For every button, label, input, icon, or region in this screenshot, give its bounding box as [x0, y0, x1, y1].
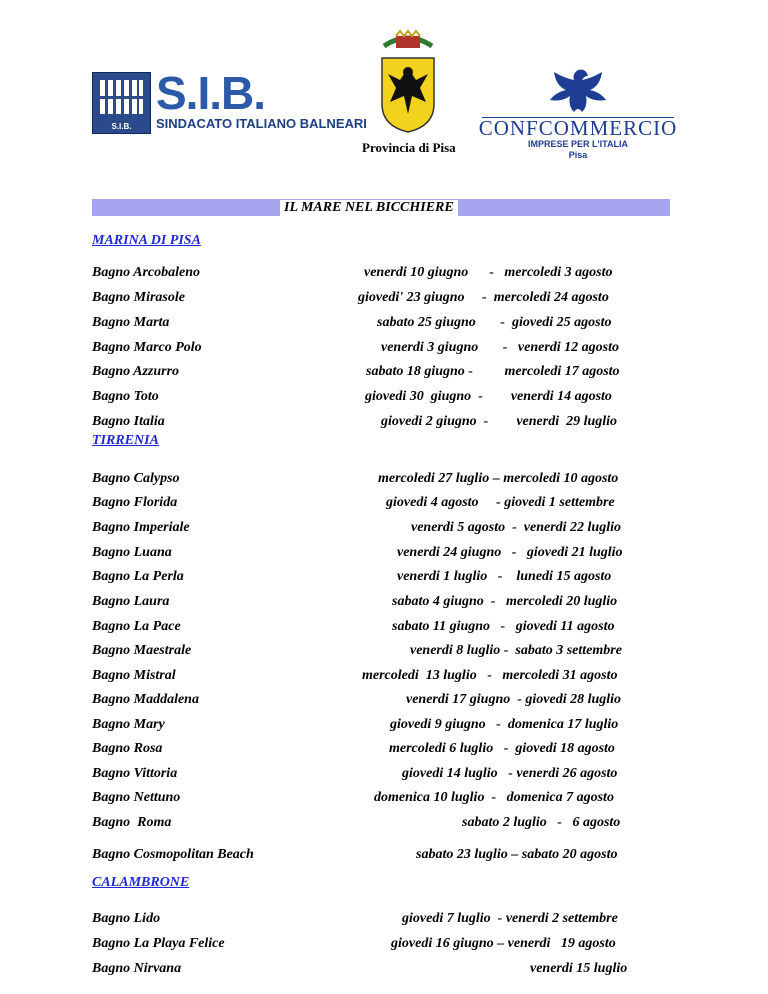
list-item-dates: venerdi 10 giugno - mercoledi 3 agosto	[364, 265, 613, 280]
confcommercio-city: Pisa	[568, 150, 588, 160]
list-item-name: Bagno Marta	[92, 315, 170, 330]
sib-full-name: SINDACATO ITALIANO BALNEARI	[156, 116, 367, 131]
list-item-name: Bagno Nettuno	[92, 790, 181, 805]
list-item-name: Bagno Azzurro	[92, 364, 180, 379]
list-item-dates: venerdi 5 agosto - venerdi 22 luglio	[411, 520, 621, 535]
list-item-dates: giovedi 7 luglio - venerdi 2 settembre	[402, 911, 618, 926]
section-heading-calambrone: CALAMBRONE	[92, 875, 190, 890]
list-item-dates: giovedi 16 giugno – venerdi 19 agosto	[391, 936, 616, 951]
sib-short-name: S.I.B.	[156, 67, 266, 119]
confcommercio-subtitle: IMPRESE PER L'ITALIA	[528, 139, 628, 149]
list-item-dates: venerdi 8 luglio - sabato 3 settembre	[410, 643, 622, 658]
list-item-dates: giovedi 14 luglio - venerdi 26 agosto	[402, 766, 618, 781]
list-item-dates: domenica 10 luglio - domenica 7 agosto	[374, 790, 614, 805]
province-crest-icon	[370, 28, 446, 134]
list-item-dates: giovedi' 23 giugno - mercoledi 24 agosto	[358, 290, 609, 305]
list-item-dates: mercoledi 27 luglio – mercoledi 10 agosto	[378, 471, 619, 486]
list-item-dates: sabato 18 giugno - mercoledi 17 agosto	[366, 364, 620, 379]
sib-logo	[92, 67, 367, 134]
sib-emblem-label: S.I.B.	[111, 122, 132, 131]
list-item-name: Bagno Nirvana	[92, 961, 182, 976]
section-heading-tirrenia: TIRRENIA	[92, 433, 159, 448]
page-title: IL MARE NEL BICCHIERE	[280, 200, 458, 216]
list-item-dates: giovedi 9 giugno - domenica 17 luglio	[390, 717, 619, 732]
list-item-name: Bagno Arcobaleno	[92, 265, 200, 280]
eagle-icon	[540, 66, 616, 114]
list-item-dates: venerdi 15 luglio	[530, 961, 628, 976]
list-item-dates: venerdi 17 giugno - giovedi 28 luglio	[406, 692, 622, 707]
list-item-name: Bagno Florida	[92, 495, 178, 510]
list-item-name: Bagno Imperiale	[92, 520, 190, 535]
list-item-name: Bagno La Playa Felice	[92, 936, 225, 951]
list-item-dates: sabato 11 giugno - giovedi 11 agosto	[392, 619, 615, 634]
province-label: Provincia di Pisa	[362, 140, 456, 155]
list-item-dates: venerdi 1 luglio - lunedi 15 agosto	[397, 569, 612, 584]
list-item-name: Bagno La Perla	[92, 569, 184, 584]
list-item-dates: giovedi 4 agosto - giovedi 1 settembre	[386, 495, 615, 510]
list-item-name: Bagno La Pace	[92, 619, 181, 634]
list-item-name: Bagno Rosa	[92, 741, 163, 756]
list-item-name: Bagno Toto	[92, 389, 159, 404]
list-item-dates: mercoledi 13 luglio - mercoledi 31 agosto	[362, 668, 618, 683]
list-item-dates: giovedi 30 giugno - venerdi 14 agosto	[365, 389, 612, 404]
list-item-dates: sabato 23 luglio – sabato 20 agosto	[416, 847, 618, 862]
list-item-name: Bagno Marco Polo	[92, 340, 202, 355]
list-item-name: Bagno Vittoria	[92, 766, 178, 781]
list-item-name: Bagno Mirasole	[92, 290, 185, 305]
list-item-name: Bagno Maddalena	[92, 692, 199, 707]
confcommercio-name: CONFCOMMERCIO	[478, 116, 678, 140]
list-item-dates: venerdi 3 giugno - venerdi 12 agosto	[381, 340, 619, 355]
list-item-name: Bagno Luana	[92, 545, 172, 560]
list-item-name: Bagno Laura	[92, 594, 170, 609]
list-item-dates: giovedi 2 giugno - venerdi 29 luglio	[381, 414, 618, 429]
list-item-dates: venerdi 24 giugno - giovedi 21 luglio	[397, 545, 623, 560]
list-item-name: Bagno Lido	[92, 911, 161, 926]
list-item-name: Bagno Calypso	[92, 471, 180, 486]
section-heading-marina-di-pisa: MARINA DI PISA	[92, 233, 201, 248]
list-item-dates: sabato 4 giugno - mercoledi 20 luglio	[392, 594, 618, 609]
sib-emblem	[92, 72, 151, 134]
list-item-name: Bagno Roma	[92, 815, 172, 830]
list-item-name: Bagno Cosmopolitan Beach	[92, 847, 254, 862]
list-item-name: Bagno Italia	[92, 414, 165, 429]
list-item-name: Bagno Mary	[92, 717, 165, 732]
list-item-name: Bagno Maestrale	[92, 643, 192, 658]
confcommercio-logo	[478, 66, 678, 158]
columns-icon	[99, 78, 144, 116]
list-item-name: Bagno Mistral	[92, 668, 176, 683]
list-item-dates: mercoledi 6 luglio - giovedi 18 agosto	[389, 741, 615, 756]
list-item-dates: sabato 2 luglio - 6 agosto	[462, 815, 621, 830]
list-item-dates: sabato 25 giugno - giovedi 25 agosto	[377, 315, 612, 330]
